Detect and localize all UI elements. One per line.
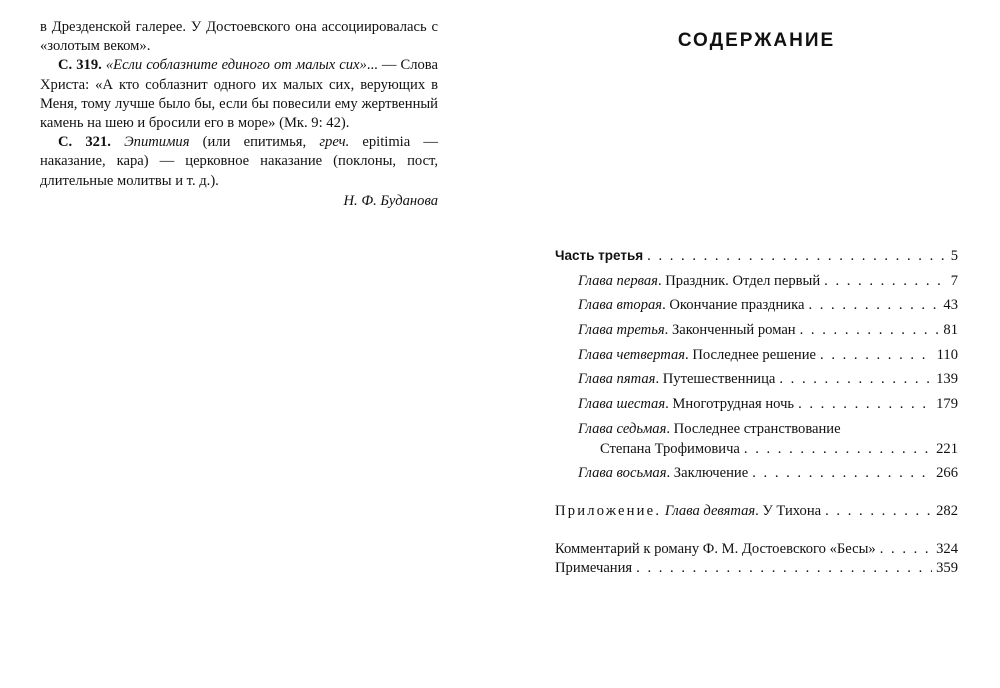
toc-page-number: 43: [943, 297, 958, 313]
note-paragraph-321: С. 321. Эпитимия (или епитимья, греч. epitimia — наказание, кара) — церковное наказание (поклоны, пост, длительные молитвы и т. д.).: [40, 134, 438, 189]
toc-entry-chapter[interactable]: Глава третья. Законченный роман . . . 81: [578, 321, 958, 340]
toc-leader-dots: [779, 370, 932, 389]
toc-leader-dots: [752, 464, 932, 483]
toc-title: СОДЕРЖАНИЕ: [677, 30, 836, 51]
toc-page-number: 221: [936, 441, 958, 457]
toc-entry-chapter[interactable]: Глава первая. Праздник. Отдел первый . . . 7: [578, 272, 958, 291]
toc-page-number: 81: [943, 322, 958, 338]
toc-leader-dots: [636, 559, 932, 578]
toc-entry-chapter-seven-line2[interactable]: Степана Трофимовича . . . 221: [600, 440, 958, 459]
note-ref: С. 321.: [58, 134, 111, 151]
toc-page-number: 282: [936, 503, 958, 519]
toc-page-number: 179: [936, 396, 958, 412]
toc-entry-chapter[interactable]: Глава шестая. Многотрудная ночь . . . 179: [578, 395, 958, 414]
toc-leader-dots: [820, 346, 933, 365]
toc-page-number: 139: [936, 371, 958, 387]
toc-entry-chapter[interactable]: Глава четвертая. Последнее решение . . . 110: [578, 346, 958, 365]
toc-entry-chapter[interactable]: Глава пятая. Путешественница . . . 139: [578, 370, 958, 389]
toc-entry-chapter[interactable]: Глава восьмая. Заключение . . . 266: [578, 464, 958, 483]
toc-entry-notes[interactable]: Примечания . . . 359: [555, 559, 958, 578]
note-quote: «Если соблазните единого от малых сих»: [105, 57, 367, 74]
toc-page-number: 359: [936, 560, 958, 576]
toc-leader-dots: [744, 440, 932, 459]
toc-entry-commentary[interactable]: Комментарий к роману Ф. М. Достоевского «Бесы» . . . 324: [555, 540, 958, 559]
toc-leader-dots: [880, 540, 932, 559]
toc-leader-dots: [798, 395, 932, 414]
toc-leader-dots: [647, 247, 947, 266]
toc-leader-dots: [825, 502, 932, 521]
note-ref: С. 319.: [58, 57, 102, 74]
toc-page-number: 5: [950, 248, 958, 264]
toc-page-number: 266: [936, 465, 958, 481]
note-paragraph-319: С. 319. «Если соблазните единого от малых сих»... — Слова Христа: «А кто соблазнит одного их малых сих, верующих в Меня, тому лучше было бы, если бы повесили ему жертвенный камень на шею и бросили его в море» (Мк. 9: 42).: [40, 57, 438, 132]
note-term: Эпитимия: [124, 134, 190, 151]
toc-leader-dots: [824, 272, 947, 291]
toc-entry-appendix[interactable]: Приложение. Глава девятая. У Тихона . . . 282: [555, 502, 958, 521]
notes-page: [40, 18, 438, 211]
toc-leader-dots: [800, 321, 940, 340]
toc-entry-chapter[interactable]: Глава вторая. Окончание праздника . . . 43: [578, 296, 958, 315]
note-paragraph: в Дрезденской галерее. У Достоевского она ассоциировалась с «золотым веком».: [40, 19, 438, 55]
toc-page-number: 324: [936, 541, 958, 557]
toc-entry-chapter-seven-line1[interactable]: Глава седьмая. Последнее странствование: [578, 421, 841, 437]
toc-entry-part-three[interactable]: Часть третья . . . 5: [555, 246, 958, 266]
toc-page-number: 110: [936, 347, 958, 363]
toc-page-number: 7: [950, 273, 958, 289]
author-signature: Н. Ф. Буданова: [343, 192, 438, 209]
toc-leader-dots: [808, 296, 939, 315]
